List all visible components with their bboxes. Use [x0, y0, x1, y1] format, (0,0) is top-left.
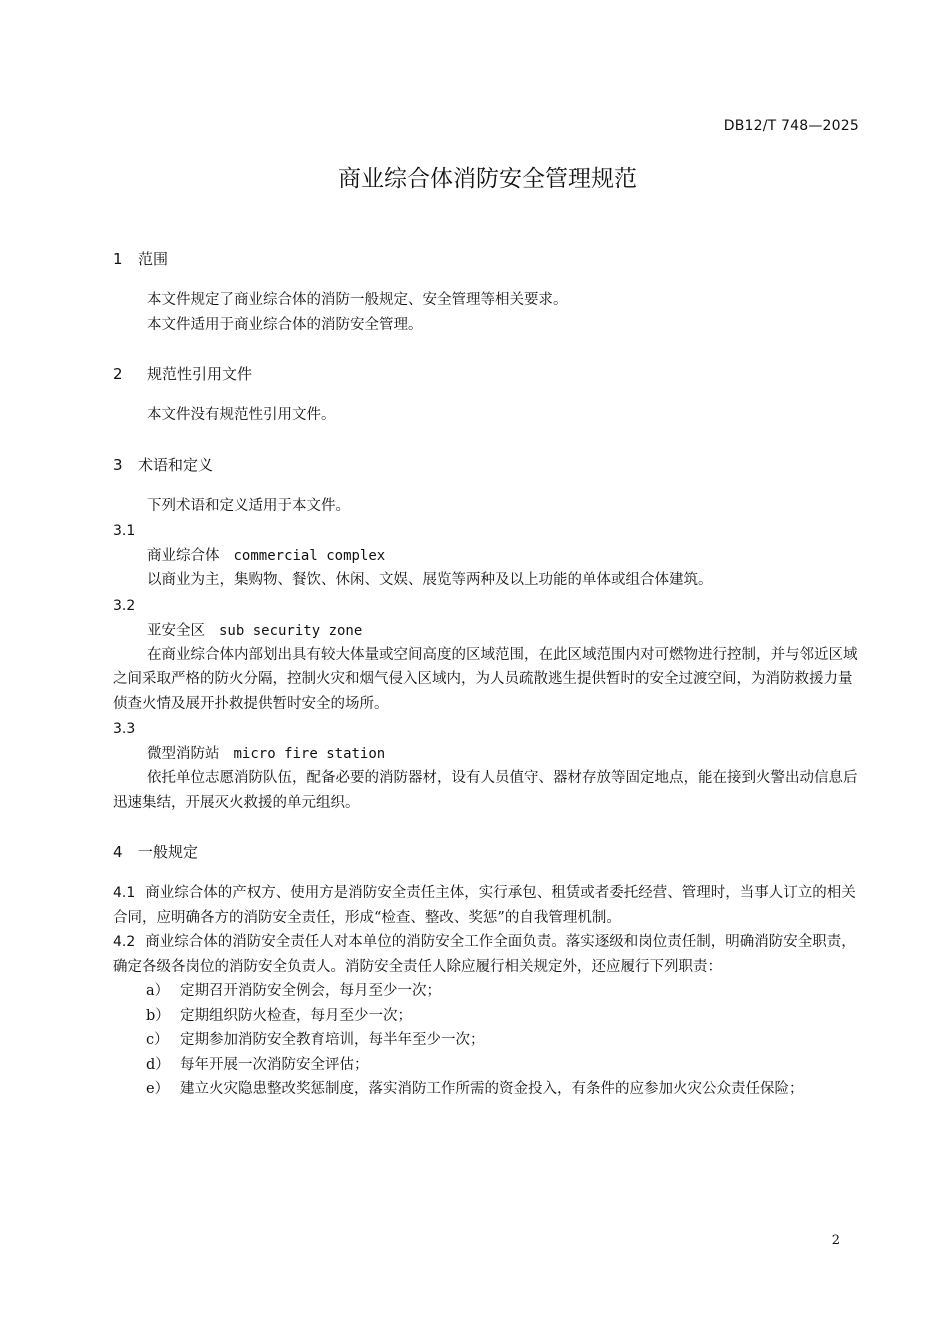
section-heading: 1 范围	[113, 250, 169, 268]
section-heading: 3 术语和定义	[113, 455, 214, 474]
section-normative-references	[113, 361, 861, 428]
list-item: a） 定期召开消防安全例会，每月至少一次；	[146, 983, 441, 999]
page-number: 2	[831, 1233, 840, 1248]
section-heading: 4 一般规定	[113, 843, 199, 861]
section-general-provisions	[113, 839, 861, 1102]
term-name: 亚安全区 sub security zone	[147, 622, 363, 639]
list-item: b） 定期组织防火检查，每月至少一次；	[146, 1007, 412, 1024]
paragraph: 本文件适用于商业综合体的消防安全管理。	[147, 316, 423, 333]
term-entry	[113, 716, 861, 815]
paragraph: 本文件规定了商业综合体的消防一般规定、安全管理等相关要求。	[147, 292, 568, 308]
section-heading: 2 规范性引用文件	[113, 365, 253, 383]
document-title: 商业综合体消防安全管理规范	[338, 166, 637, 192]
term-name: 商业综合体 commercial complex	[147, 548, 386, 564]
term-number: 3.1	[113, 523, 136, 539]
list-item: c） 定期参加消防安全教育培训，每半年至少一次；	[146, 1032, 485, 1048]
term-number: 3.2	[113, 597, 136, 614]
term-definition: 以商业为主，集购物、餐饮、休闲、文娱、展览等两种及以上功能的单体或组合体建筑。	[147, 572, 713, 588]
term-number: 3.3	[113, 721, 136, 737]
term-definition: 在商业综合体内部划出具有较大体量或空间高度的区域范围，在此区域范围内对可燃物进行控制，并与邻近区域之间采取严格的防火分隔，控制火灾和烟气侵入区域内，为人员疏散逃生提供暂时的安全过渡空间，为消防救援力量侦查火情及展开扑救提供暂时安全的场所。	[113, 646, 858, 712]
term-entry	[113, 593, 861, 717]
section-scope	[113, 246, 861, 337]
clause: 4.2 商业综合体的消防安全责任人对本单位的消防安全工作全面负责。落实逐级和岗位责任制，明确消防安全职责，确定各级各岗位的消防安全负责人。消防安全责任人除应履行相关规定外，还应履行下列职责：	[113, 934, 856, 975]
clause: 4.1 商业综合体的产权方、使用方是消防安全责任主体，实行承包、租赁或者委托经营、管理时，当事人订立的相关合同，应明确各方的消防安全责任，形成“检查、整改、奖惩”的自我管理机制。	[113, 885, 856, 926]
list-item: d） 每年开展一次消防安全评估；	[146, 1056, 369, 1073]
section-terms-and-definitions	[113, 452, 861, 816]
standard-code: DB12/T 748—2025	[723, 118, 859, 134]
term-entry	[113, 518, 861, 593]
term-definition: 依托单位志愿消防队伍，配备必要的消防器材，设有人员值守、器材存放等固定地点，能在接到火警出动信息后迅速集结，开展灭火救援的单元组织。	[113, 770, 858, 811]
term-name: 微型消防站 micro fire station	[147, 746, 386, 762]
list-item: e） 建立火灾隐患整改奖惩制度，落实消防工作所需的资金投入，有条件的应参加火灾公众责任保险；	[146, 1081, 804, 1097]
paragraph: 下列术语和定义适用于本文件。	[147, 497, 350, 514]
document-body	[113, 246, 861, 1102]
paragraph: 本文件没有规范性引用文件。	[147, 407, 336, 423]
